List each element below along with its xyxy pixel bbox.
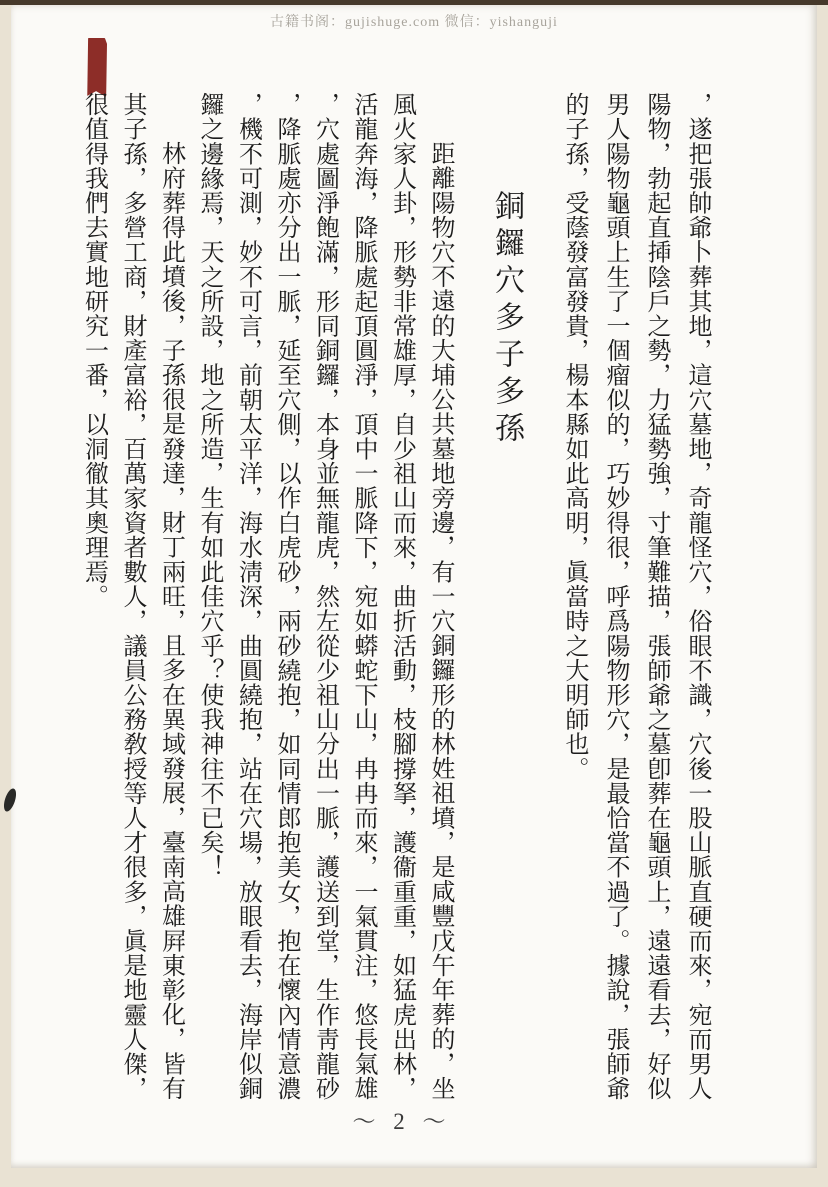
- watermark-text: 古籍书阁：gujishuge.com 微信：yishanguji: [270, 15, 558, 30]
- text-column-6: 距離陽物穴不遠的大埔公共墓地旁邊，有一穴銅鑼形的林姓祖墳，是咸豐戊午年葬的，坐: [427, 141, 453, 1101]
- text-column-14: 其子孫，多營工商，財產富裕，百萬家資者數人，議員公務敎授等人才很多，眞是地靈人傑，: [119, 92, 145, 1101]
- ink-speck: [2, 787, 19, 813]
- text-column-15: 很值得我們去實地研究一番，以洞徹其奧理焉。: [80, 92, 107, 609]
- book-page: [11, 5, 817, 1168]
- red-bookmark-mark: [86, 38, 107, 97]
- section-title: 銅鑼穴多子多孫: [490, 190, 523, 449]
- text-column-1: ，遂把張帥爺卜葬其地，這穴墓地，奇龍怪穴，俗眼不識，穴後一股山脈直硬而來，宛而男人: [684, 92, 710, 1101]
- text-column-13: 林府葬得此墳後，子孫很是發達，財丁兩旺，且多在異域發展，臺南高雄屛東彰化，皆有: [157, 141, 184, 1101]
- text-column-11: ，機不可測，妙不可言，前朝太平洋，海水淸深，曲圓繞抱，站在穴場，放眼看去，海岸似銅: [234, 92, 261, 1101]
- text-column-9: ，穴處圖淨飽滿，形同銅鑼，本身並無龍虎，然左從少祖山分出一脈，護送到堂，生作靑龍砂: [311, 92, 338, 1101]
- text-column-3: 男人陽物龜頭上生了一個瘤似的，巧妙得很，呼爲陽物形穴，是最恰當不過了。據說，張師爺: [602, 92, 628, 1101]
- text-column-7: 風火家人卦，形勢非常雄厚，自少祖山而來，曲折活動，枝腳撐拏，護衞重重，如猛虎出林，: [388, 92, 415, 1101]
- vertical-text-block: [74, 92, 717, 1106]
- text-column-10: ，降脈處亦分出一脈，延至穴側，以作白虎砂，兩砂繞抱，如同情郎抱美女，抱在懷內情意濃: [273, 92, 299, 1101]
- text-column-8: 活龍奔海，降脈處起頂圓淨，頂中一脈降下，宛如蟒蛇下山，冉冉而來，一氣貫注，悠長氣雄: [350, 92, 376, 1101]
- text-column-12: 鑼之邊緣焉，天之所設，地之所造，生有如此佳穴乎？使我神往不已矣！: [196, 92, 222, 880]
- page-number: ～ 2 ～: [352, 1109, 452, 1134]
- text-column-4: 的子孫，受蔭發富發貴，楊本縣如此高明，眞當時之大明師也。: [561, 92, 587, 781]
- text-column-2: 陽物，勃起直揷陰戶之勢，力猛勢強，寸筆難描，張師爺之墓卽葬在龜頭上，遠遠看去，好似: [643, 92, 669, 1101]
